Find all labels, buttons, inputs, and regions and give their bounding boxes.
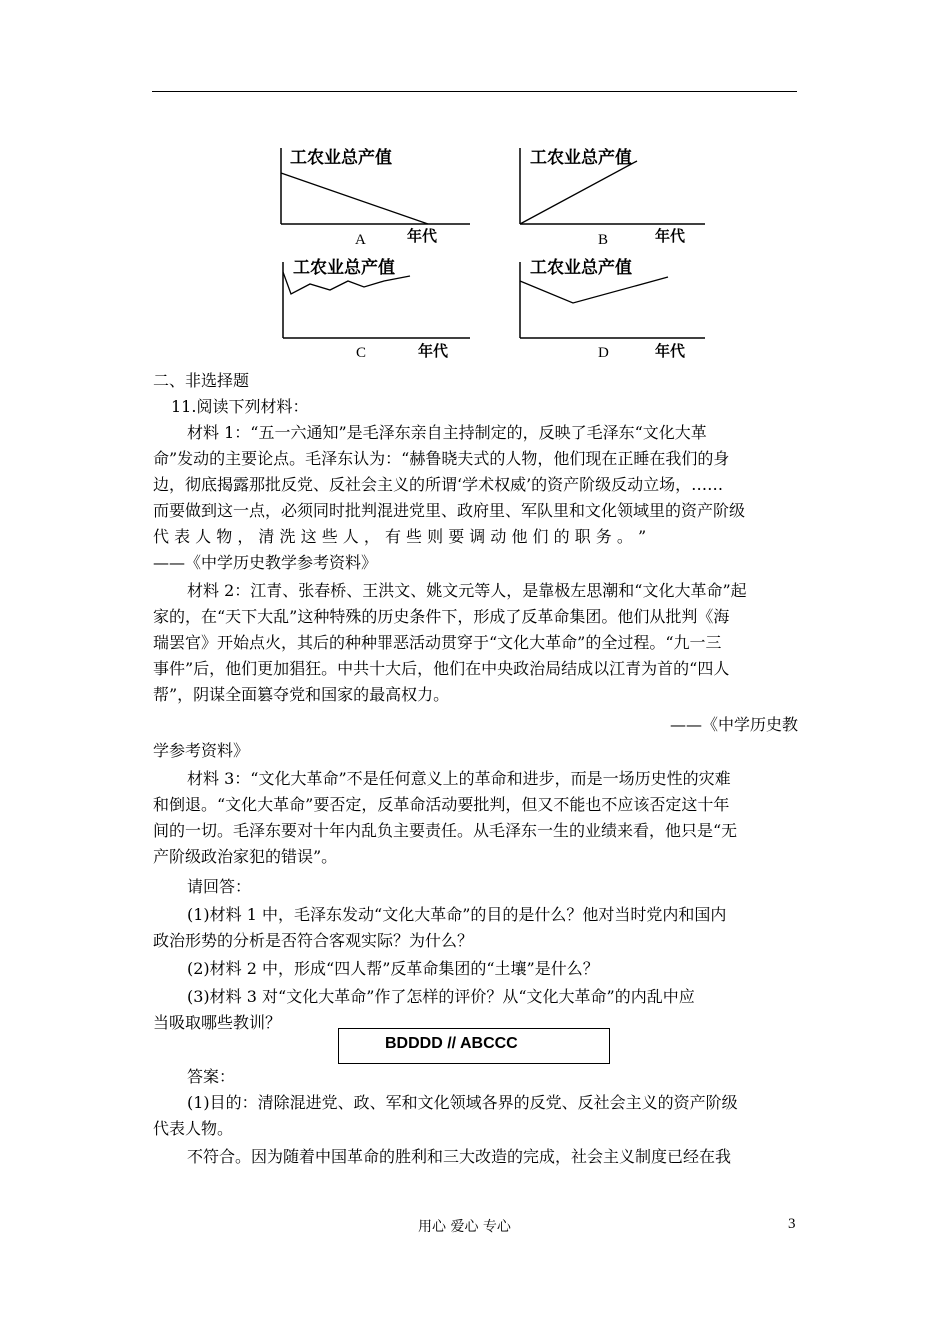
material-3-line: 产阶级政治家犯的错误”。 <box>153 847 338 866</box>
question-line: 当吸取哪些教训？ <box>153 1013 282 1032</box>
footer-center-text: 用心 爱心 专心 <box>418 1219 511 1235</box>
material-2-line: 事件”后，他们更加猖狂。中共十大后，他们在中央政治局结成以江青为首的“四人 <box>153 659 730 678</box>
chart-b-letter: B <box>598 232 609 248</box>
question-line: (3)材料 3 对“文化大革命”作了怎样的评价？从“文化大革命”的内乱中应 <box>187 987 695 1006</box>
ask-label: 请回答： <box>187 877 252 896</box>
material-2-source-cont: 学参考资料》 <box>153 741 250 760</box>
chart-b <box>520 147 705 248</box>
question-line: 政治形势的分析是否符合客观实际？为什么？ <box>153 931 474 950</box>
chart-figures <box>0 0 950 370</box>
chart-d-letter: D <box>598 345 609 361</box>
chart-c-xlabel: 年代 <box>418 342 449 360</box>
chart-a-series-line <box>281 173 428 224</box>
chart-d-series-line <box>520 277 668 303</box>
section-title: 二、非选择题 <box>153 371 250 390</box>
material-1-line: 代 表 人 物 ， 清 洗 这 些 人 ， 有 些 则 要 调 动 他 们 的 职 务 。 ” <box>153 527 647 546</box>
chart-b-ylabel: 工农业总产值 <box>530 148 632 168</box>
question-line: (1)材料 1 中，毛泽东发动“文化大革命”的目的是什么？他对当时党内和国内 <box>187 905 727 924</box>
chart-d-ylabel: 工农业总产值 <box>530 258 632 278</box>
chart-c-ylabel: 工农业总产值 <box>293 258 395 278</box>
material-1-line: 命”发动的主要论点。毛泽东认为：“赫鲁晓夫式的人物，他们现在正睡在我们的身 <box>153 449 730 468</box>
answer-key-box: BDDDD // ABCCC <box>338 1028 610 1064</box>
chart-c-letter: C <box>356 345 367 361</box>
chart-b-xlabel: 年代 <box>655 227 686 245</box>
answer-label: 答案： <box>187 1067 236 1086</box>
chart-d <box>520 257 705 361</box>
chart-a-xlabel: 年代 <box>407 227 438 245</box>
question-line: (2)材料 2 中，形成“四人帮”反革命集团的“土壤”是什么？ <box>187 959 599 978</box>
material-1-line: 而要做到这一点，必须同时批判混进党里、政府里、军队里和文化领域里的资产阶级 <box>153 501 746 520</box>
material-1-line: 边，彻底揭露那批反党、反社会主义的所谓‘学术权威’的资产阶级反动立场，…… <box>153 475 724 494</box>
question-11-intro: 11.阅读下列材料： <box>171 397 309 416</box>
chart-c <box>283 257 470 361</box>
material-3-line: 间的一切。毛泽东要对十年内乱负主要责任。从毛泽东一生的业绩来看，他只是“无 <box>153 821 738 840</box>
material-2-line: 材料 2：江青、张春桥、王洪文、姚文元等人，是靠极左思潮和“文化大革命”起 <box>187 581 747 600</box>
material-2-line: 帮”，阴谋全面篡夺党和国家的最高权力。 <box>153 685 450 704</box>
material-3-line: 和倒退。“文化大革命”要否定，反革命活动要批判，但又不能也不应该否定这十年 <box>153 795 730 814</box>
chart-a-letter: A <box>355 232 366 248</box>
material-2-line: 瑞罢官》开始点火，其后的种种罪恶活动贯穿于“文化大革命”的全过程。“九一三 <box>153 633 722 652</box>
material-1-source: ——《中学历史教学参考资料》 <box>153 553 378 572</box>
chart-a <box>281 147 470 248</box>
material-1-line: 材料 1：“五一六通知”是毛泽东亲自主持制定的，反映了毛泽东“文化大革 <box>187 423 707 442</box>
page-number: 3 <box>788 1216 796 1232</box>
chart-d-xlabel: 年代 <box>655 342 686 360</box>
chart-b-series-line <box>520 161 637 224</box>
answer-line: 不符合。因为随着中国革命的胜利和三大改造的完成，社会主义制度已经在我 <box>187 1147 732 1166</box>
chart-a-ylabel: 工农业总产值 <box>290 148 392 168</box>
material-3-line: 材料 3：“文化大革命”不是任何意义上的革命和进步，而是一场历史性的灾难 <box>187 769 731 788</box>
material-2-line: 家的，在“天下大乱”这种特殊的历史条件下，形成了反革命集团。他们从批判《海 <box>153 607 730 626</box>
answer-line: 代表人物。 <box>153 1119 234 1138</box>
material-2-source: ——《中学历史教 <box>669 715 798 734</box>
answer-line: (1)目的：清除混进党、政、军和文化领域各界的反党、反社会主义的资产阶级 <box>187 1093 738 1112</box>
